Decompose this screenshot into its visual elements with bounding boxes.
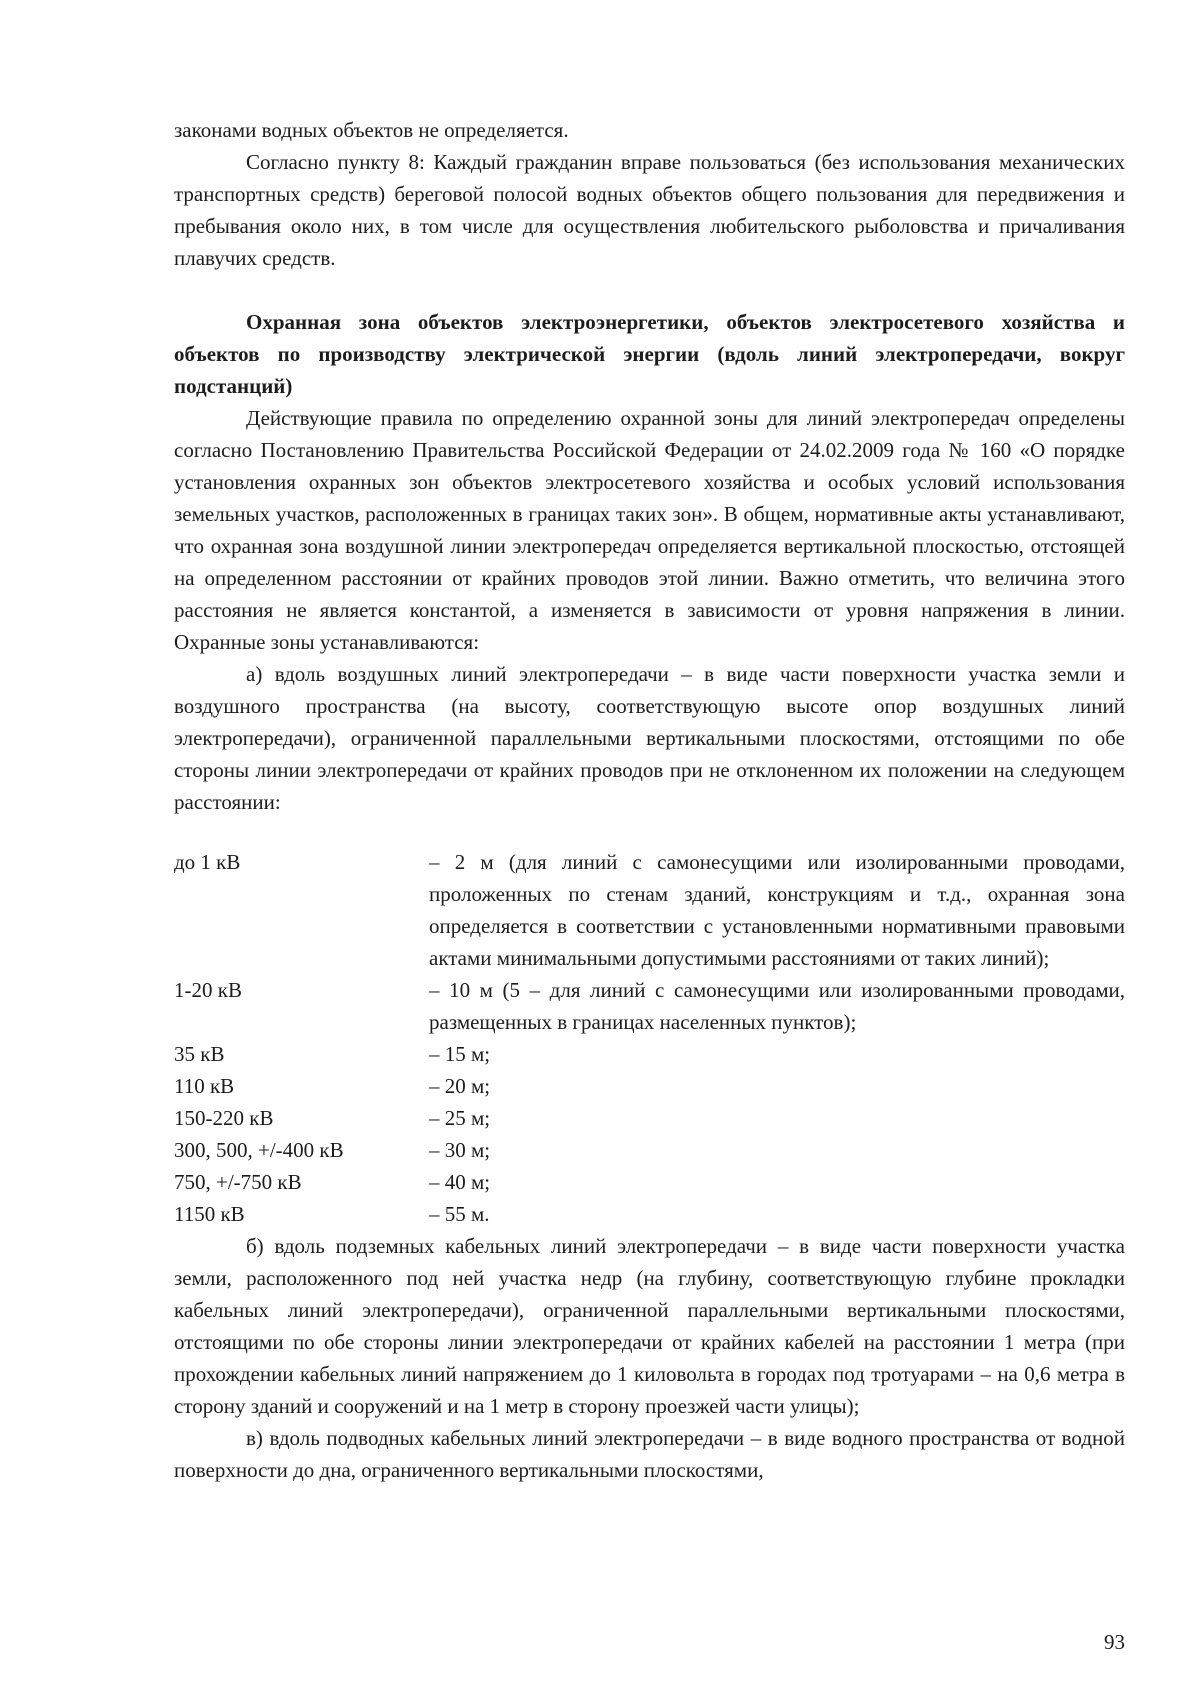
spacer — [174, 274, 1125, 306]
table-row — [174, 1134, 1125, 1166]
section-heading: Охранная зона объектов электроэнергетики, объектов электросетевого хозяйства и объектов по производству электрической энергии (вдоль линий электропередачи, вокруг подстанций) — [174, 310, 1125, 398]
paragraph-item-v: в) вдоль подводных кабельных линий электропередачи – в виде водного пространства от водной поверхности до дна, ограниченного вертикальными плоскостями, — [174, 1426, 1125, 1482]
page-number: 93 — [1104, 1630, 1125, 1654]
table-row — [174, 1038, 1125, 1070]
paragraph-point-8: Согласно пункту 8: Каждый гражданин вправе пользоваться (без использования механических транспортных средств) береговой полосой водных объектов общего пользования для передвижения и пребывания около них, в том числе для осуществления любительского рыболовства и причаливания плавучих средств. — [174, 150, 1125, 270]
distance-cell: – 20 м; — [429, 1074, 491, 1098]
voltage-cell: до 1 кВ — [174, 850, 241, 874]
paragraph-regulations: Действующие правила по определению охранной зоны для линий электропередач определены согласно Постановлению Правительства Российской Федерации от 24.02.2009 года № 160 «О порядке установления охранных зон объектов электросетевого хозяйства и особых условий использования земельных участков, расположенных в границах таких зон». В общем, нормативные акты устанавливают, что охранная зона воздушной линии электропередач определяется вертикальной плоскостью, отстоящей на определенном расстоянии от крайних проводов этой линии. Важно отметить, что величина этого расстояния не является константой, а изменяется в зависимости от уровня напряжения в линии. Охранные зоны устанавливаются: — [174, 406, 1125, 654]
page-content — [174, 114, 1125, 1486]
distance-cell: – 10 м (5 – для линий с самонесущими или изолированными проводами, размещенных в границах населенных пунктов); — [429, 978, 1125, 1034]
distance-cell: – 55 м. — [429, 1202, 490, 1226]
distance-cell: – 2 м (для линий с самонесущими или изолированными проводами, проложенных по стенам зданий, конструкциям и т.д., охранная зона определяется в соответствии с установленными нормативными правовыми актами минимальными допустимыми расстояниями от таких линий); — [429, 850, 1125, 970]
table-row — [174, 846, 1125, 974]
distance-cell: – 30 м; — [429, 1138, 491, 1162]
table-row — [174, 1198, 1125, 1230]
table-row — [174, 1102, 1125, 1134]
voltage-cell: 300, 500, +/-400 кВ — [174, 1138, 344, 1162]
voltage-cell: 1-20 кВ — [174, 978, 242, 1002]
paragraph-item-a: а) вдоль воздушных линий электропередачи – в виде части поверхности участка земли и воздушного пространства (на высоту, соответствующую высоте опор воздушных линий электропередачи), ограниченной параллельными вертикальными плоскостями, отстоящими по обе стороны линии электропередачи от крайних проводов при не отклоненном их положении на следующем расстоянии: — [174, 662, 1125, 814]
distance-cell: – 40 м; — [429, 1170, 491, 1194]
table-row — [174, 1166, 1125, 1198]
paragraph-continuation: законами водных объектов не определяется. — [174, 118, 569, 142]
table-row — [174, 974, 1125, 1038]
paragraph-item-b: б) вдоль подземных кабельных линий электропередачи – в виде части поверхности участка земли, расположенного под ней участка недр (на глубину, соответствующую глубине прокладки кабельных линий электропередачи), ограниченной параллельными вертикальными плоскостями, отстоящими по обе стороны линии электропередачи от крайних кабелей на расстоянии 1 метра (при прохождении кабельных линий напряжением до 1 киловольта в городах под тротуарами – на 0,6 метра в сторону зданий и сооружений и на 1 метр в сторону проезжей части улицы); — [174, 1234, 1125, 1418]
voltage-cell: 1150 кВ — [174, 1202, 245, 1226]
distance-cell: – 25 м; — [429, 1106, 491, 1130]
voltage-cell: 35 кВ — [174, 1042, 225, 1066]
spacer — [174, 818, 1125, 846]
voltage-distance-table — [174, 846, 1125, 1230]
voltage-cell: 150-220 кВ — [174, 1106, 274, 1130]
table-row — [174, 1070, 1125, 1102]
voltage-cell: 750, +/-750 кВ — [174, 1170, 302, 1194]
distance-cell: – 15 м; — [429, 1042, 491, 1066]
voltage-cell: 110 кВ — [174, 1074, 235, 1098]
